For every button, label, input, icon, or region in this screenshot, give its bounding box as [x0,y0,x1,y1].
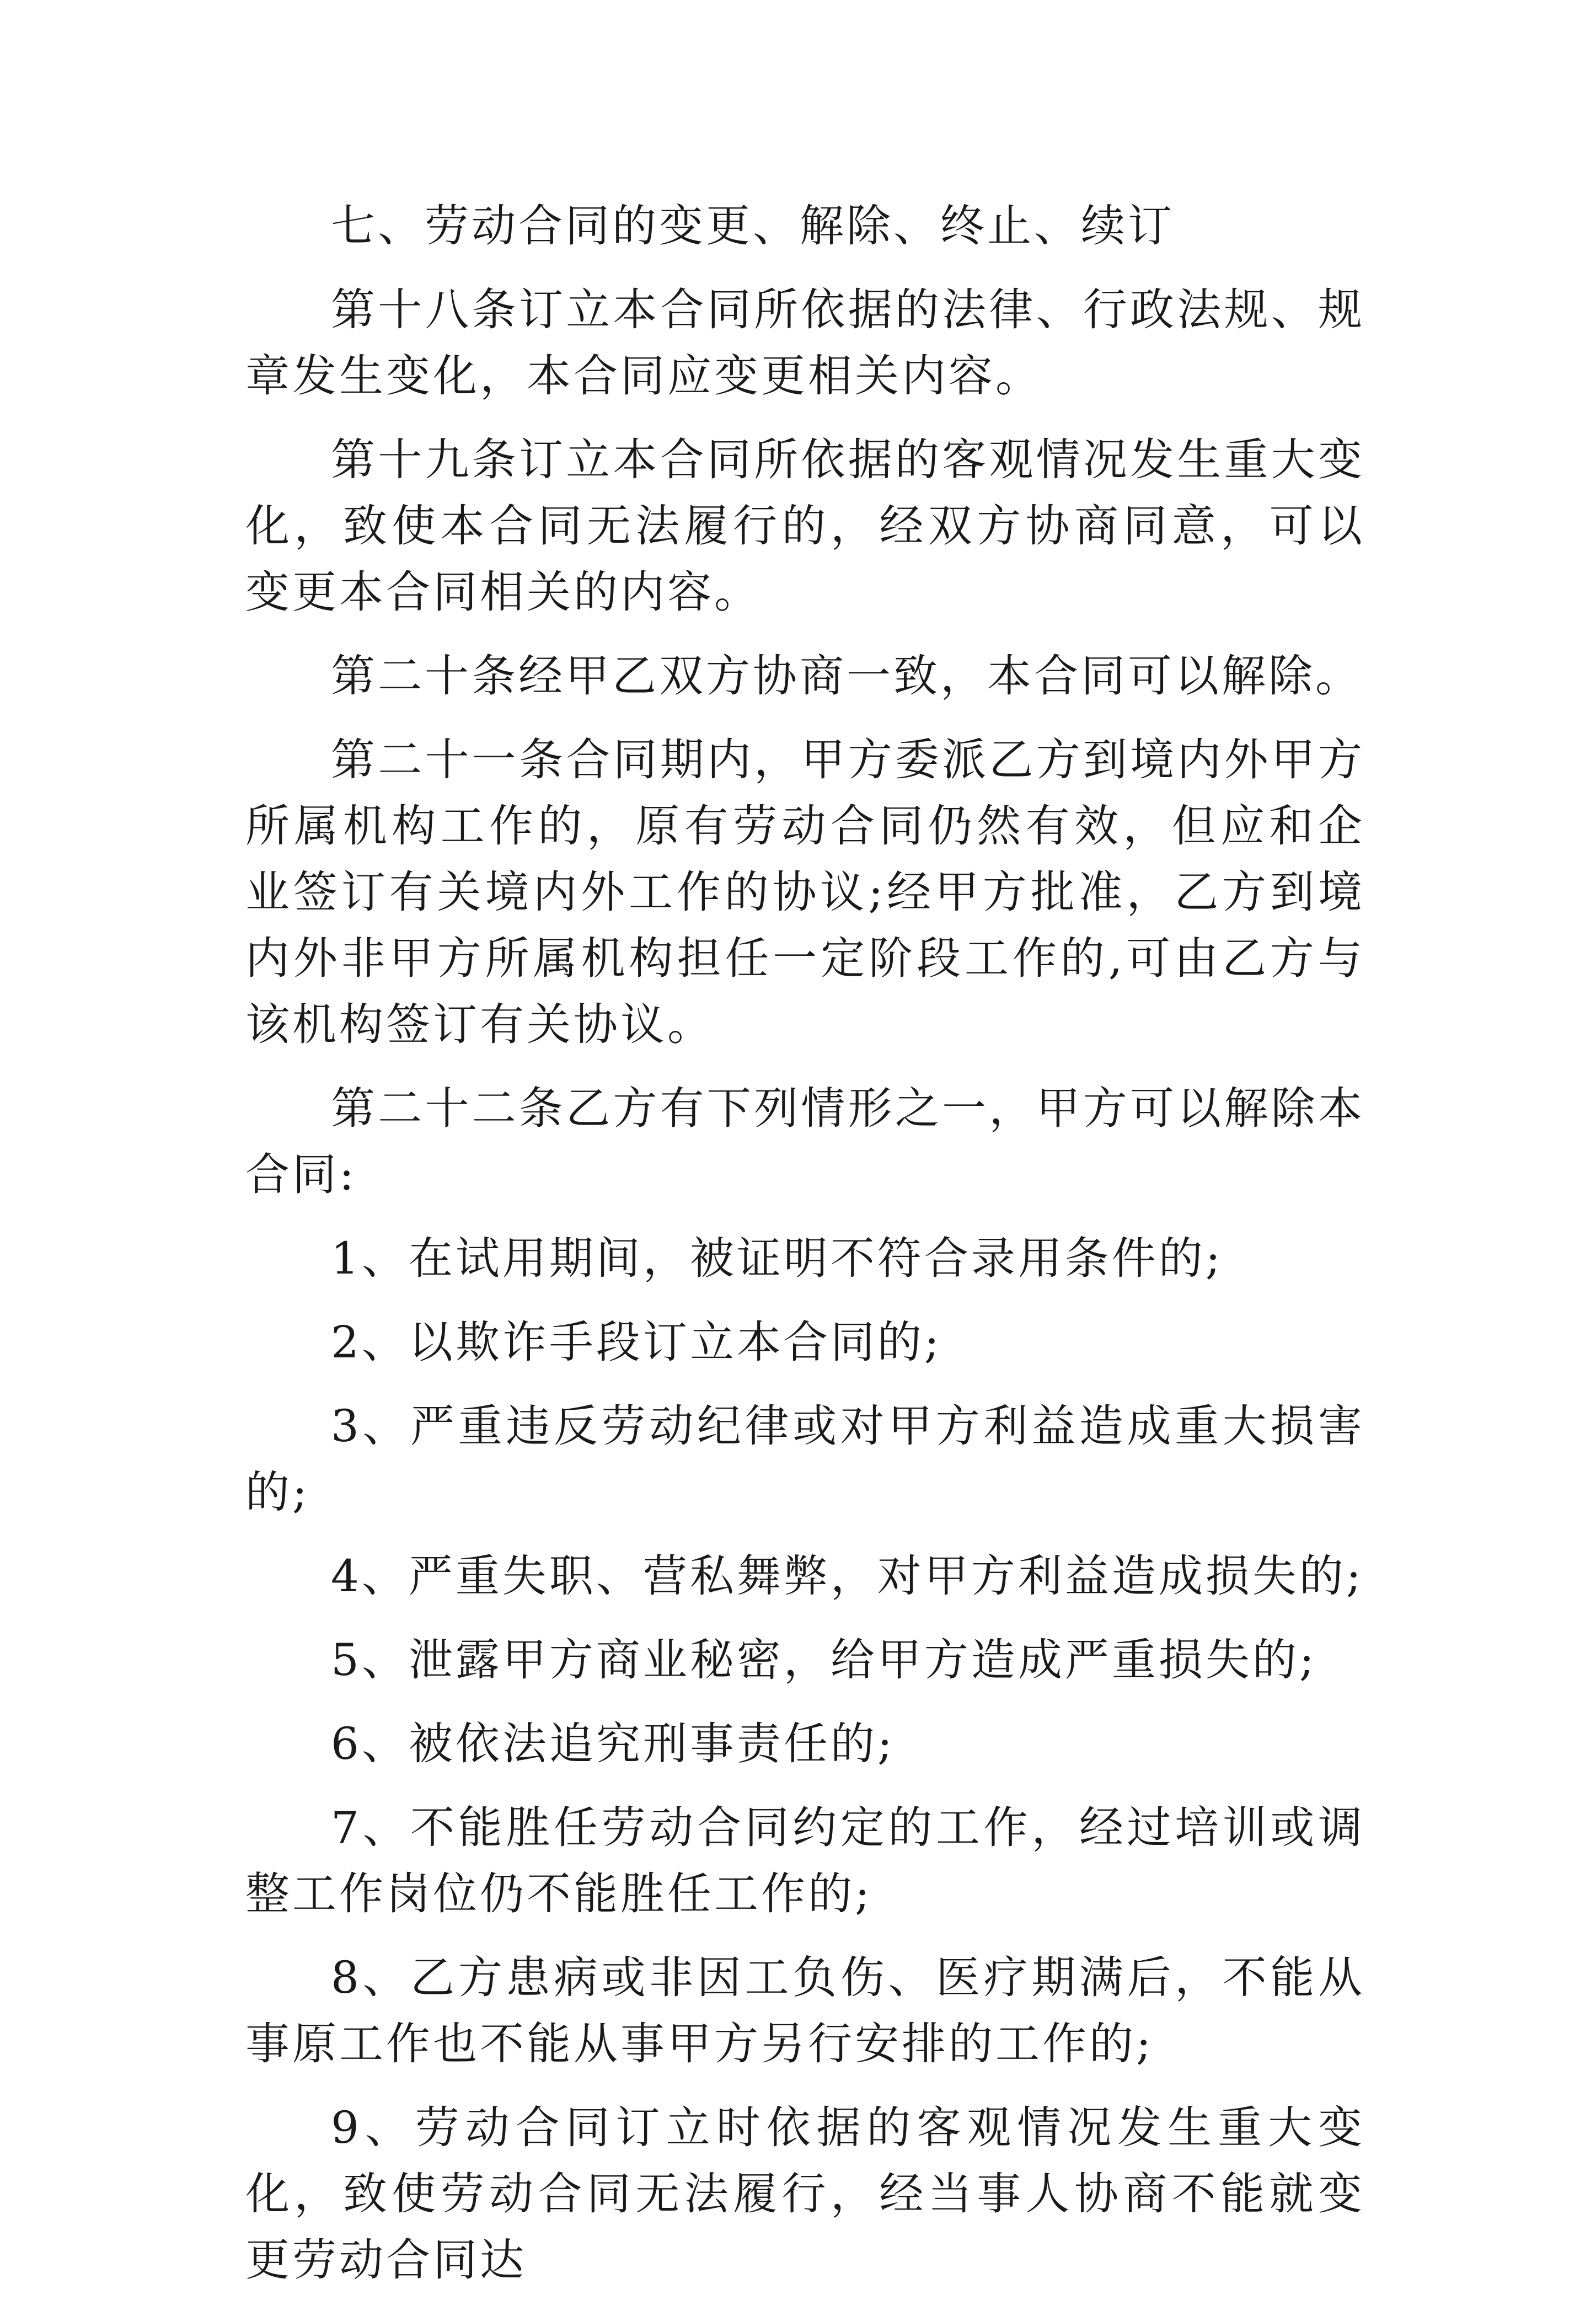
list-item-3: 3、严重违反劳动纪律或对甲方利益造成重大损害的; [245,1400,1365,1518]
article-22: 第二十二条乙方有下列情形之一，甲方可以解除本合同: [245,1083,1365,1200]
list-item-4: 4、严重失职、营私舞弊，对甲方利益造成损失的; [331,1550,1364,1602]
article-18: 第十八条订立本合同所依据的法律、行政法规、规章发生变化，本合同应变更相关内容。 [245,284,1365,402]
article-21: 第二十一条合同期内，甲方委派乙方到境内外甲方所属机构工作的，原有劳动合同仍然有效，但应和企业签订有关境内外工作的协议;经甲方批准，乙方到境内外非甲方所属机构担任一定阶段工作的,可由乙方与该机构签订有关协议。 [245,734,1365,1050]
list-item-7: 7、不能胜任劳动合同约定的工作，经过培训或调整工作岗位仍不能胜任工作的; [245,1802,1365,1919]
section-heading: 七、劳动合同的变更、解除、终止、续订 [331,200,1175,252]
article-19: 第十九条订立本合同所依据的客观情况发生重大变化，致使本合同无法履行的，经双方协商同意，可以变更本合同相关的内容。 [245,434,1365,618]
list-item-2: 2、以欺诈手段订立本合同的; [331,1317,942,1368]
list-item-1: 1、在试用期间，被证明不符合录用条件的; [331,1233,1223,1284]
article-20: 第二十条经甲乙双方协商一致，本合同可以解除。 [331,650,1362,702]
list-item-9: 9、劳动合同订立时依据的客观情况发生重大变化，致使劳动合同无法履行，经当事人协商不能就变更劳动合同达 [245,2102,1365,2286]
document-body [245,193,1365,2311]
list-item-8: 8、乙方患病或非因工负伤、医疗期满后，不能从事原工作也不能从事甲方另行安排的工作的; [245,1952,1365,2069]
list-item-6: 6、被依法追究刑事责任的; [331,1718,895,1769]
list-item-5: 5、泄露甲方商业秘密，给甲方造成严重损失的; [331,1634,1317,1686]
